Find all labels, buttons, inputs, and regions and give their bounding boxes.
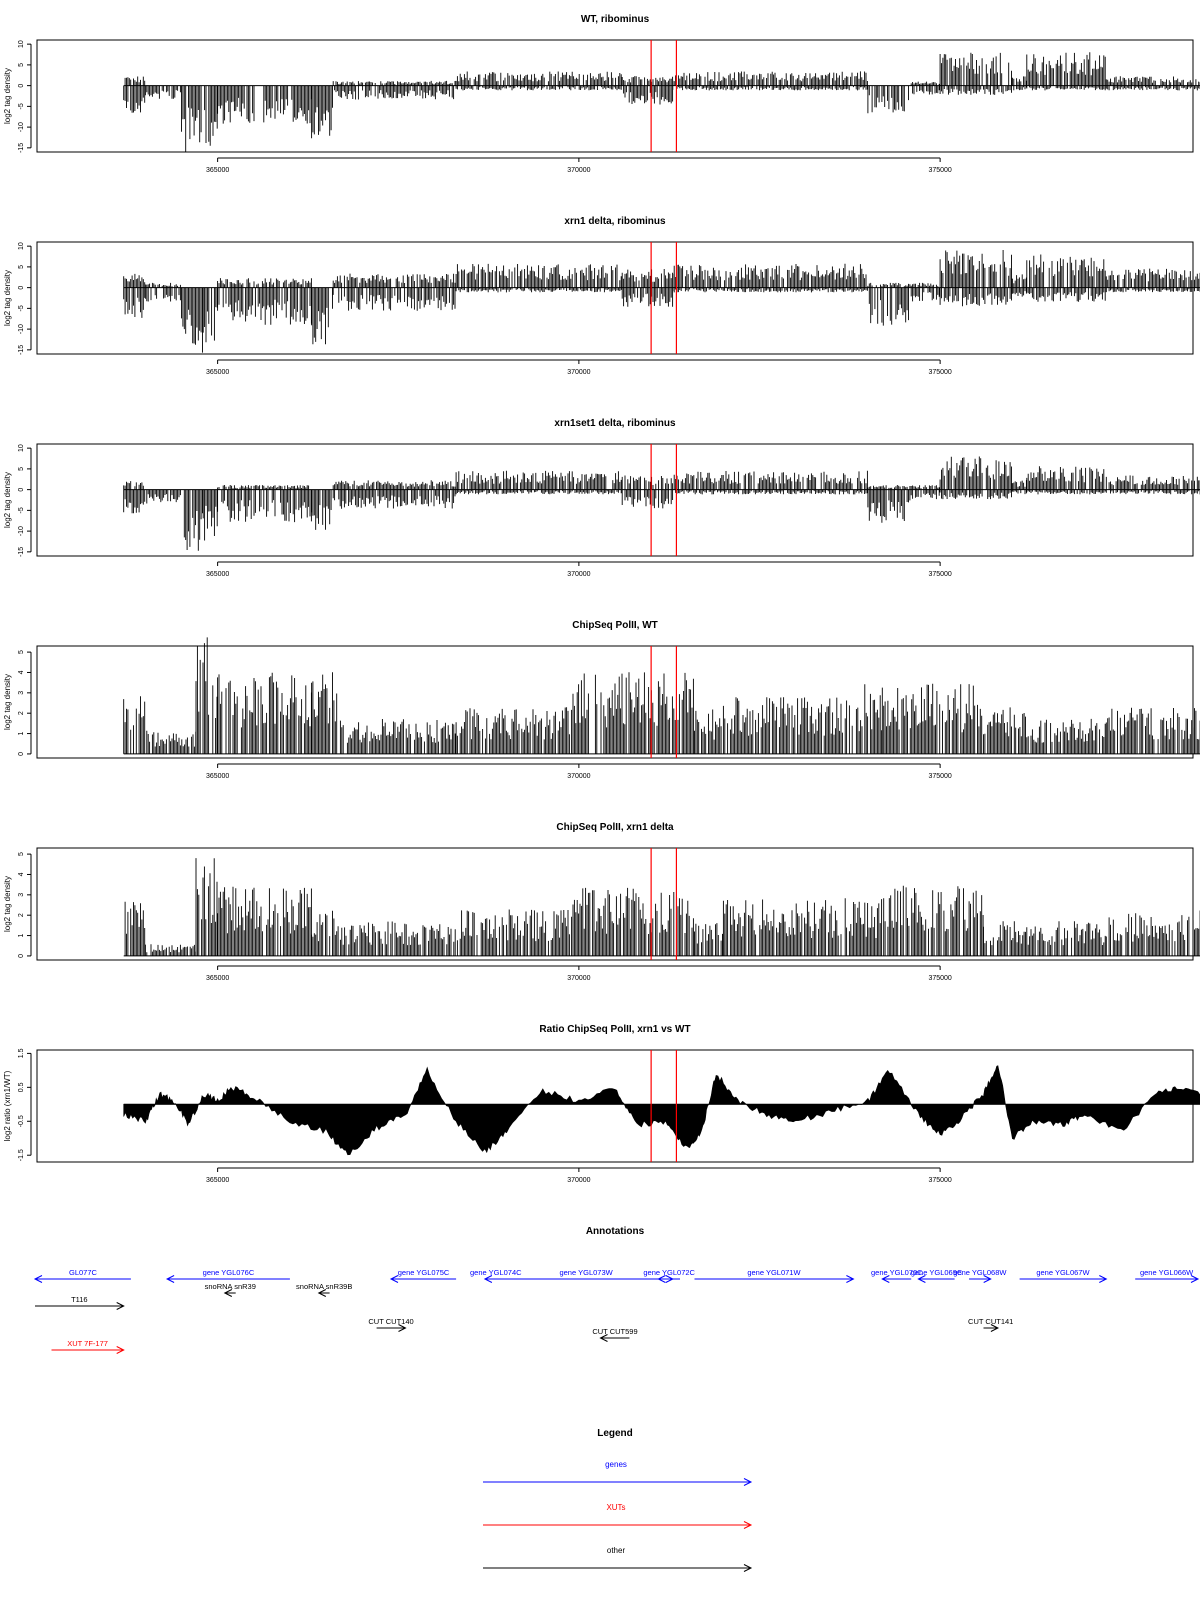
y-axis-label: log2 ratio (xrn1/WT): [3, 1070, 12, 1142]
feature-label: gene YGL071W: [747, 1268, 801, 1277]
legend-arrow: [483, 1479, 751, 1486]
y-tick-label: -5: [18, 507, 25, 514]
y-axis-label: log2 tag density: [3, 269, 12, 327]
signal-bars: [124, 637, 1200, 754]
y-axis-label: log2 tag density: [3, 67, 12, 125]
annotations-title: Annotations: [585, 1226, 645, 1237]
chart-title: ChipSeq PolII, xrn1 delta: [556, 822, 674, 833]
x-tick-label: 365000: [205, 975, 230, 982]
signal-bars: [125, 858, 1200, 956]
y-tick-label: 10: [18, 40, 25, 49]
plot-frame: [37, 242, 1193, 354]
x-tick-label: 370000: [567, 1177, 591, 1184]
feature-label: gene YGL073W: [559, 1268, 613, 1277]
feature-label: gene YGL074C: [469, 1268, 522, 1277]
y-tick-label: 2: [18, 711, 25, 716]
y-tick-label: 1: [18, 933, 25, 938]
y-tick-label: -15: [18, 344, 25, 355]
y-tick-label: 1.5: [18, 1048, 25, 1059]
feature-label: XUT 7F-177: [67, 1339, 108, 1348]
y-tick-label: 0: [18, 953, 25, 958]
y-tick-label: 2: [18, 913, 25, 918]
chart-title: xrn1set1 delta, ribominus: [554, 418, 676, 429]
feature-label: GL077C: [68, 1268, 97, 1277]
feature-label: gene YGL069C: [910, 1268, 963, 1277]
x-tick-label: 365000: [205, 167, 230, 174]
x-tick-label: 365000: [205, 369, 230, 376]
y-tick-label: -5: [18, 305, 25, 312]
signal-bars: [124, 457, 1200, 551]
y-tick-label: 5: [18, 852, 25, 857]
y-tick-label: -15: [18, 142, 25, 153]
legend-arrow: [483, 1565, 751, 1572]
x-tick-label: 365000: [205, 571, 230, 578]
feature-label: CUT CUT141: [968, 1317, 1014, 1326]
x-tick-label: 370000: [567, 369, 591, 376]
feature-label: snoRNA snR39B: [296, 1282, 353, 1291]
x-tick-label: 375000: [928, 369, 952, 376]
legend-title: Legend: [597, 1428, 633, 1439]
y-tick-label: 5: [18, 62, 25, 67]
y-tick-label: 5: [18, 264, 25, 269]
x-tick-label: 370000: [567, 773, 591, 780]
y-tick-label: 5: [18, 466, 25, 471]
y-tick-label: 5: [18, 650, 25, 655]
y-tick-label: 0: [18, 487, 25, 492]
feature-label: gene YGL070C: [870, 1268, 923, 1277]
x-tick-label: 365000: [205, 1177, 230, 1184]
feature-label: T116: [71, 1295, 88, 1304]
y-tick-label: 4: [18, 872, 25, 877]
feature-label: CUT CUT599: [592, 1327, 638, 1336]
feature-label: gene YGL067W: [1036, 1268, 1090, 1277]
y-tick-label: -5: [18, 103, 25, 110]
y-tick-label: 1: [18, 731, 25, 736]
y-tick-label: 4: [18, 670, 25, 675]
y-tick-label: 3: [18, 690, 25, 695]
legend-label: genes: [605, 1460, 627, 1469]
x-tick-label: 375000: [928, 773, 952, 780]
y-tick-label: 0: [18, 83, 25, 88]
y-axis-label: log2 tag density: [3, 875, 12, 933]
feature-label: gene YGL068W: [953, 1268, 1007, 1277]
y-tick-label: 10: [18, 242, 25, 251]
feature-label: gene YGL075C: [397, 1268, 450, 1277]
feature-label: gene YGL072C: [643, 1268, 695, 1277]
feature-label: snoRNA snR39: [204, 1282, 256, 1291]
y-tick-label: -10: [18, 122, 25, 133]
x-tick-label: 370000: [567, 975, 591, 982]
x-tick-label: 375000: [928, 571, 952, 578]
ratio-area: [124, 1066, 1200, 1155]
chart-title: WT, ribominus: [580, 14, 650, 25]
legend-label: XUTs: [606, 1503, 626, 1512]
signal-bars: [124, 250, 1200, 353]
y-tick-label: 0: [18, 285, 25, 290]
x-tick-label: 365000: [205, 773, 230, 780]
feature-label: CUT CUT140: [368, 1317, 414, 1326]
y-tick-label: -10: [18, 324, 25, 335]
x-tick-label: 375000: [928, 1177, 952, 1184]
chart-title: Ratio ChipSeq PolII, xrn1 vs WT: [539, 1024, 691, 1035]
x-tick-label: 375000: [928, 975, 952, 982]
legend-arrow: [483, 1522, 751, 1529]
x-tick-label: 370000: [567, 571, 591, 578]
feature-label: gene YGL076C: [202, 1268, 255, 1277]
chart-title: ChipSeq PolII, WT: [572, 620, 658, 631]
x-tick-label: 375000: [928, 167, 952, 174]
y-tick-label: 0.5: [18, 1082, 25, 1093]
y-axis-label: log2 tag density: [3, 673, 12, 731]
y-tick-label: -0.5: [18, 1115, 25, 1128]
signal-bars: [124, 52, 1200, 152]
y-tick-label: 3: [18, 892, 25, 897]
chart-title: xrn1 delta, ribominus: [564, 216, 666, 227]
legend-label: other: [606, 1546, 626, 1555]
y-tick-label: -15: [18, 546, 25, 557]
y-tick-label: 10: [18, 444, 25, 453]
y-tick-label: -10: [18, 526, 25, 537]
y-axis-label: log2 tag density: [3, 471, 12, 529]
y-tick-label: 0: [18, 751, 25, 756]
feature-label: gene YGL066W: [1139, 1268, 1194, 1277]
y-tick-label: -1.5: [18, 1149, 25, 1162]
x-tick-label: 370000: [567, 167, 591, 174]
